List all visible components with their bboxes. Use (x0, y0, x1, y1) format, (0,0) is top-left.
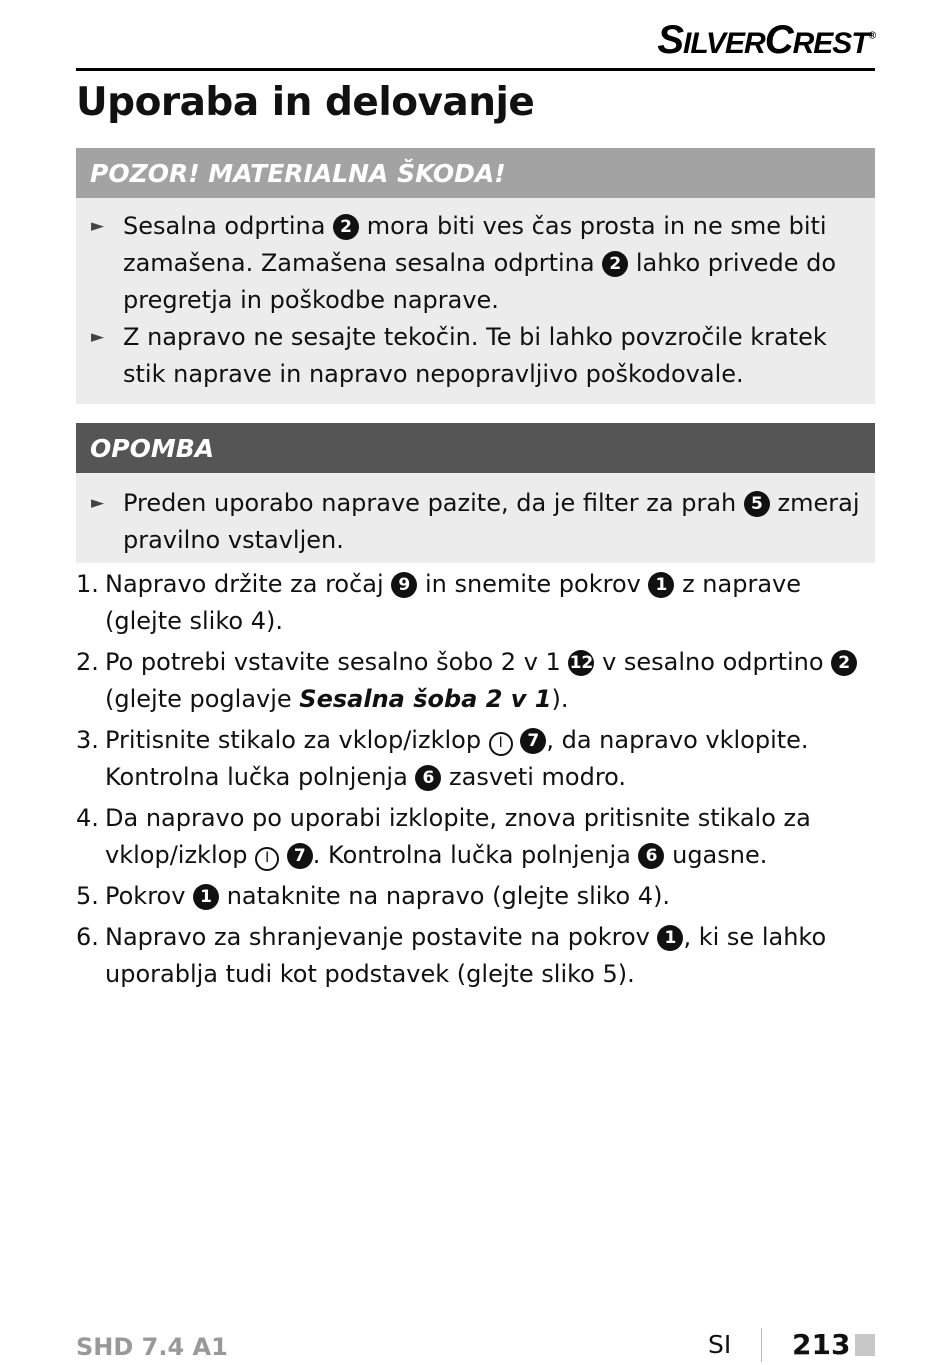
step-item (76, 644, 866, 718)
text-run: zmeraj pravilno vstavljen. (123, 489, 860, 554)
text-run: Pritisnite stikalo za vklop/izklop (105, 726, 489, 754)
part-number-badge: 2 (602, 251, 628, 277)
text-run: Sesalna odprtina (123, 212, 334, 240)
text-run: nataknite na napravo (glejte sliko 4). (219, 882, 671, 910)
step-number: 5. (76, 882, 99, 910)
step-number: 6. (76, 923, 99, 951)
language-code: SI (708, 1330, 732, 1359)
text-run: Napravo za shranjevanje postavite na pokrov (105, 923, 658, 951)
note-list (76, 473, 875, 559)
step-number: 2. (76, 648, 99, 676)
text-run: Pokrov (105, 882, 194, 910)
part-number-badge: 12 (568, 650, 594, 676)
text-run: , ki se lahko uporablja tudi kot podstavek (glejte sliko 5). (105, 923, 827, 988)
text-run: (glejte poglavje (105, 685, 300, 713)
part-number-badge: 1 (657, 925, 683, 951)
header-rule (76, 68, 875, 71)
bullet-item (76, 485, 875, 559)
text-run: Z napravo ne sesajte tekočin. Te bi lahko povzročile kratek stik naprave in napravo nepopravljivo poškodovale. (123, 323, 827, 388)
part-number-badge: 9 (391, 572, 417, 598)
text-run: mora biti ves čas prosta in ne sme biti zamašena. Zamašena sesalna odprtina (123, 212, 827, 277)
step-item (76, 919, 866, 993)
text-run: ). (551, 685, 569, 713)
arrow-bullet-icon: ► (91, 327, 105, 347)
step-number: 4. (76, 804, 99, 832)
page-marker (855, 1334, 875, 1356)
part-number-badge: 7 (287, 843, 313, 869)
warning-box (76, 148, 875, 404)
model-number: SHD 7.4 A1 (76, 1333, 228, 1361)
bullet-item (76, 208, 875, 319)
text-run (279, 841, 287, 869)
chapter-reference: Sesalna šoba 2 v 1 (299, 685, 552, 713)
page-title: Uporaba in delovanje (76, 80, 535, 125)
text-run: v sesalno odprtino (594, 648, 832, 676)
step-number: 3. (76, 726, 99, 754)
arrow-bullet-icon: ► (91, 493, 105, 513)
power-icon: I (255, 847, 279, 871)
step-item (76, 566, 866, 640)
text-run: Preden uporabo naprave pazite, da je filter za prah (123, 489, 744, 517)
text-run: ugasne. (664, 841, 768, 869)
text-run: z naprave (glejte sliko 4). (105, 570, 802, 635)
text-run: Da napravo po uporabi izklopite, znova pritisnite stikalo za vklop/izklop (105, 804, 811, 869)
footer-divider (761, 1328, 762, 1362)
text-run: Po potrebi vstavite sesalno šobo 2 v 1 (105, 648, 569, 676)
bullet-item (76, 319, 875, 393)
power-icon: I (489, 732, 513, 756)
step-item (76, 800, 866, 874)
part-number-badge: 7 (520, 728, 546, 754)
text-run: lahko privede do pregretja in poškodbe naprave. (123, 249, 837, 314)
text-run: in snemite pokrov (417, 570, 649, 598)
part-number-badge: 2 (831, 650, 857, 676)
step-number: 1. (76, 570, 99, 598)
text-run: , da napravo vklopite. Kontrolna lučka polnjenja (105, 726, 809, 791)
arrow-bullet-icon: ► (91, 216, 105, 236)
note-box (76, 423, 875, 563)
part-number-badge: 5 (744, 491, 770, 517)
brand-logo: SILVERCREST® (657, 18, 875, 62)
text-run: zasveti modro. (441, 763, 627, 791)
text-run: Napravo držite za ročaj (105, 570, 392, 598)
part-number-badge: 1 (648, 572, 674, 598)
step-item (76, 878, 866, 915)
text-run: . Kontrolna lučka polnjenja (312, 841, 639, 869)
part-number-badge: 6 (415, 765, 441, 791)
steps-list (76, 566, 866, 997)
text-run (513, 726, 521, 754)
part-number-badge: 6 (638, 843, 664, 869)
step-item (76, 722, 866, 796)
warning-heading: POZOR! MATERIALNA ŠKODA! (76, 148, 875, 198)
page-number: 213 (792, 1328, 851, 1361)
part-number-badge: 1 (193, 884, 219, 910)
warning-list (76, 198, 875, 393)
note-heading: OPOMBA (76, 423, 875, 473)
part-number-badge: 2 (333, 214, 359, 240)
